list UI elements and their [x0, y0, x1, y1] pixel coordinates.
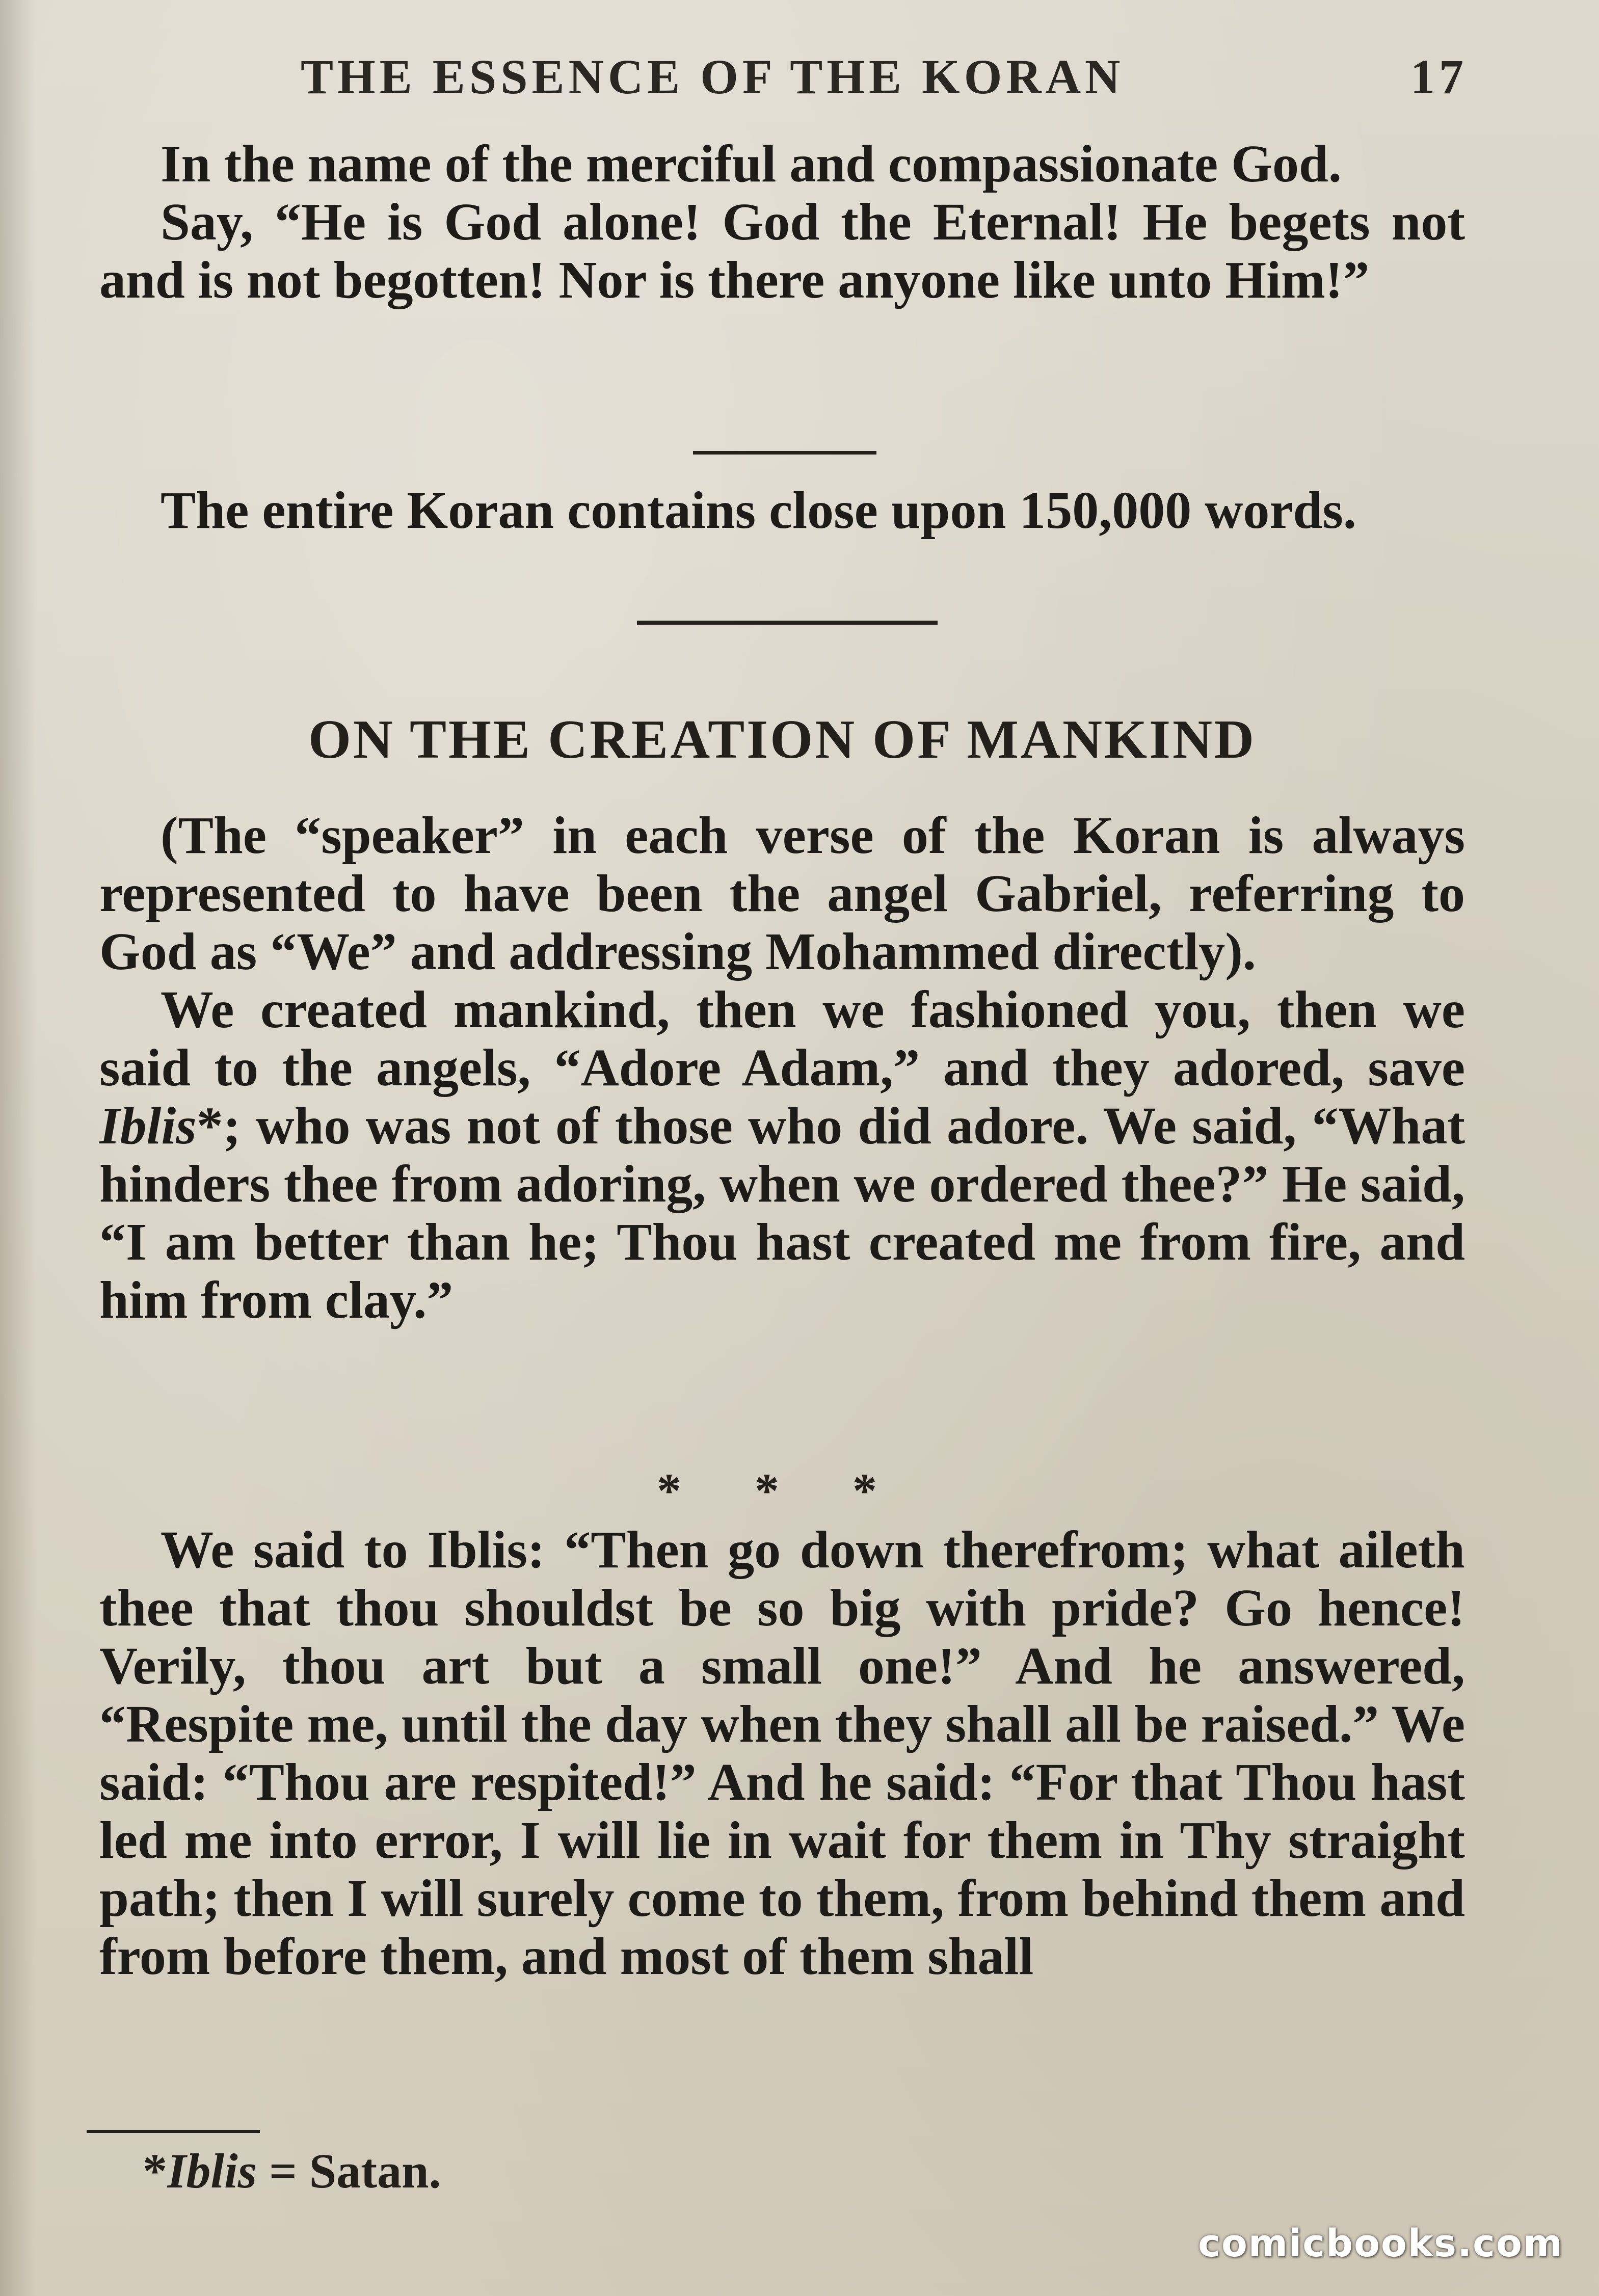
footnote-rule: [87, 2130, 260, 2133]
intro-paragraph: (The “speaker” in each verse of the Koran is always represented to have been the angel Gabriel, referring to God as “We” and addressing Mohammed directly).: [99, 806, 1465, 981]
iblis-paragraph: We said to Iblis: “Then go down therefrom; what aileth thee that thou shouldst be so big with pride? Go hence! Verily, thou art but a small one!” And he answered, “Respite me, until the day when they shall all be raised.” We said: “Thou are respited!” And he said: “For that Thou hast led me into error, I will lie in wait for them in Thy straight path; then I will surely come to them, from behind them and from before them, and most of them shall: [99, 1520, 1465, 1986]
short-rule: [693, 451, 876, 455]
watermark: comicbooks.com: [1198, 2222, 1563, 2265]
verse-paragraph: Say, “He is God alone! God the Eternal! He begets not and is not begotten! Nor is there anyone like unto Him!”: [99, 193, 1465, 309]
asterism-separator: * * *: [657, 1463, 908, 1518]
creation-text-start: We created mankind, then we fashioned you, then we said to the angels, “Adore Adam,” and they adored, save: [99, 980, 1465, 1097]
creation-paragraph: [99, 981, 1465, 1329]
running-head: THE ESSENCE OF THE KORAN: [301, 49, 1125, 104]
page-number: 17: [1410, 49, 1468, 104]
footnote: [143, 2143, 441, 2199]
footnote-term: Iblis: [167, 2144, 257, 2198]
word-count-paragraph: The entire Koran contains close upon 150,000 words.: [161, 481, 1356, 540]
creation-block: [99, 807, 1465, 1329]
word-count-block: [99, 482, 1465, 540]
iblis-term: Iblis: [99, 1097, 197, 1155]
section-divider-rule: [637, 621, 938, 625]
page-gutter-shadow: [0, 0, 36, 2296]
page-header: [301, 48, 1468, 110]
iblis-block: [99, 1521, 1465, 1986]
footnote-definition: = Satan.: [257, 2144, 441, 2198]
section-title: ON THE CREATION OF MANKIND: [308, 709, 1257, 770]
invocation-block: [99, 135, 1465, 309]
footnote-marker: *: [143, 2144, 167, 2198]
invocation-paragraph: In the name of the merciful and compassionate God.: [161, 135, 1342, 193]
creation-text-end: *; who was not of those who did adore. We said, “What hinders thee from adoring, when we ordered thee?” He said, “I am better than he; Thou hast created me from fire, and him from clay.”: [99, 1097, 1465, 1329]
